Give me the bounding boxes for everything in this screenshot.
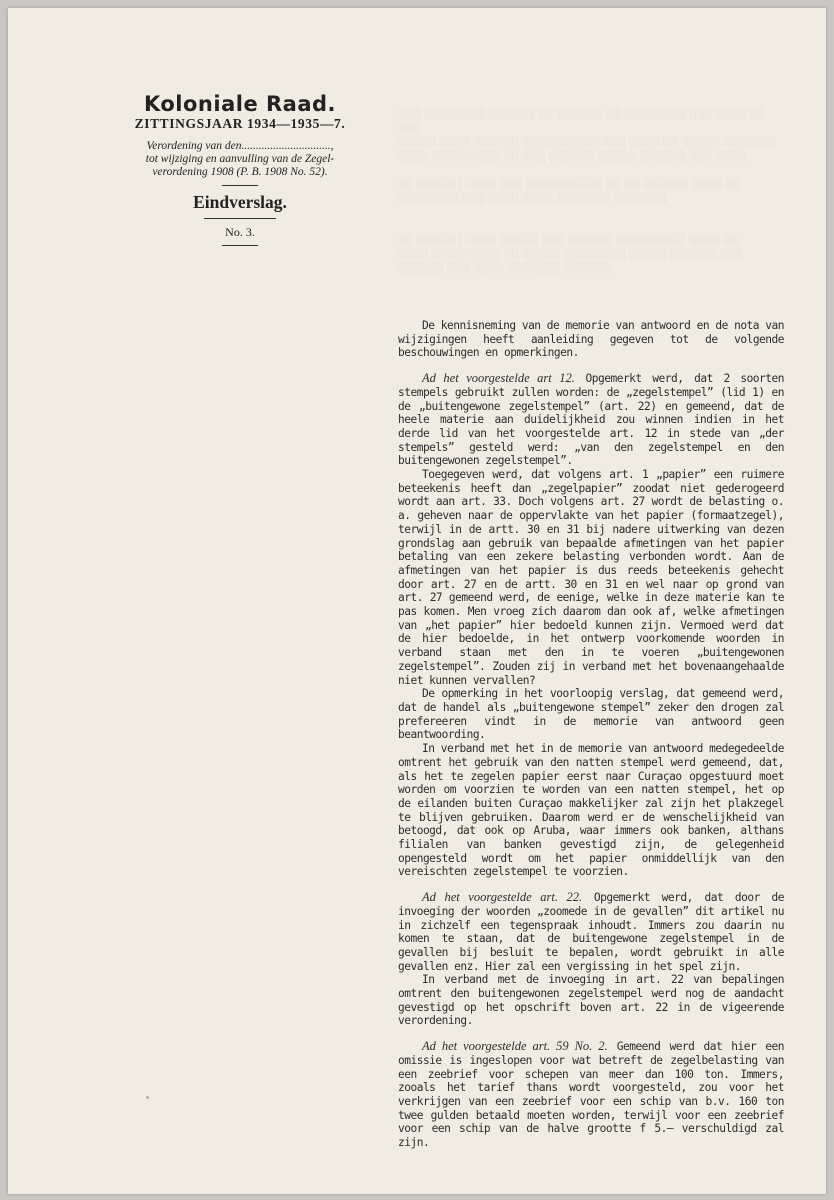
paragraph — [398, 372, 784, 468]
report-title: Eindverslag. — [193, 192, 287, 212]
section-heading: Ad het voorgestelde art. 22. — [422, 890, 583, 905]
paragraph: De opmerking in het voorloopig verslag, dat gemeend werd, dat de handel als „buitengewone stempel” zeker den drogen zal prefereeren vindt in de memorie van antwoord geen beantwoording. — [398, 687, 784, 742]
council-title: Koloniale Raad. — [143, 92, 337, 116]
divider — [222, 185, 258, 186]
paragraph — [398, 1040, 784, 1150]
divider — [222, 245, 258, 246]
subject-line: tot wijziging en aanvulling van de Zegel- — [145, 153, 335, 165]
divider — [204, 218, 276, 219]
subject-line: verordening 1908 (P. B. 1908 No. 52). — [152, 166, 328, 178]
report-body — [398, 319, 784, 1150]
paper-speck — [146, 1096, 149, 1099]
paragraph-text: Opgemerkt werd, dat 2 soorten stempels gebruikt zullen worden: de „zegelstempel” (lid 1) en de „buitengewone zegelstempel” (art. 22) en gemeend, dat de heele materie aan duidelijkheid zou winnen indien in het derde lid van het voorgestelde art. 12 in stede van „der stempels” gesteld werd: „van den zegelstempel en den buitengewonen zegelstempel”. — [398, 372, 784, 468]
paragraph-text: Gemeend werd dat hier een omissie is ingeslopen voor wat betreft de zegelbelasting van een zeebrief voor schepen van meer dan 100 ton. Immers, zooals het tarief thans wordt voorgesteld, zou voor het verkrijgen van een zeebrief voor een schip van b.v. 160 ton twee gulden betaald moeten worden, terwijl voor een zeebrief voor een schip van de halve grootte f 5.— verschuldigd zal zijn. — [398, 1040, 784, 1150]
ordinance-subject — [108, 140, 372, 179]
document-header — [108, 92, 372, 252]
section-heading: Ad het voorgestelde art 12. — [422, 371, 575, 386]
document-number: No. 3. — [225, 225, 255, 239]
paragraph: Toegegeven werd, dat volgens art. 1 „papier” een ruimere beteekenis heeft dan „zegelpapier” zoodat niet gederogeerd wordt aan art. 33. Doch volgens art. 27 wordt de belasting o. a. geheven naar de oppervlakte van het papier (formaatzegel), terwijl in de artt. 30 en 31 bij nadere uitwerking van dezen grondslag aan gebruik van bepaalde afmetingen van het papier betaling van een zekere belasting verbonden wordt. Aan de afmetingen van het papier is dus reeds beteekenis gehecht door art. 27 en de artt. 30 en 31 en wel naar op grond van art. 27 gemeend werd, de eenige, welke in deze materie kan te pas komen. Men vroeg zich daarom dan ook af, welke afmetingen van „het papier” hier bedoeld kunnen zijn. Vermoed werd dat de hier bedoelde, in het ontwerp voorkomende woorden in verband staan met den in te voeren „buitengewonen zegelstempel”. Zouden zij in verband met het bovenaangehaalde niet kunnen vervallen? — [398, 468, 784, 687]
session-year: ZITTINGSJAAR 1934—1935—7. — [134, 116, 346, 131]
paragraph: In verband met de invoeging in art. 22 van bepalingen omtrent den buitengewonen zegelstempel werd nog de aandacht gevestigd op het opschrift boven art. 22 in de vigeerende verordening. — [398, 973, 784, 1028]
bleed-through-text: ░░░ ░░░░░░░░ ░░░░░░ ░░ ░░░░░░ ░░ ░░░░░░░░ ░░░ ░░░░ ░░ ░░░ ░░░░░ ░░░░ ░░░░░░ ░░░░░░░░░░ ░░░ ░░░░ ░░ ░░░░░ ░░░░░░░ ░░░░ ░░░░░░░░░ ░░ ░░░ ░░░░░░ ░░░░░ ░░░░░░ ░░░ ░░░░ ░░ ░░░░░░ ░░░░ ░░░ ░░░░░░░░░░ ░░ ░░ ░░░░░░ ░░░░ ░░ ░░░░░░░░ ░░░ ░░░░ ░░░░ ░░░░░░░ ░░░░░░░ ░░ ░░░░░░ ░░░░ ░░░░░ ░░░ ░░░░░░ ░░░░░░░░░ ░░░░ ░░ ░░░░ ░░░░░░░░░ ░░ ░░░░░ ░░░░░░░░ ░░░░░ ░░░░░░ ░░░ ░░░░░░ ░░░ ░░░░ ░░░░░░░ ░░░░░░ — [398, 109, 778, 274]
paragraph — [398, 891, 784, 973]
paragraph: In verband met het in de memorie van antwoord medegedeelde omtrent het gebruik van den natten stempel werd gemeend, dat, als het te zegelen papier eerst naar Curaçao opgestuurd moet worden om voorzien te worden van een natten stempel, het op de eilanden buiten Curaçao makkelijker zal zijn het plakzegel te blijven gebruiken. Daarom werd er de wenschelijkheid van betoogd, dat ook op Aruba, waar immers ook banken, althans filialen van banken gevestigd zijn, de gelegenheid opengesteld wordt om het papier onmiddellijk van den vereischten zegelstempel te voorzien. — [398, 742, 784, 879]
intro-paragraph: De kennisneming van de memorie van antwoord en de nota van wijzigingen heeft aanleiding gegeven tot de volgende beschouwingen en opmerkingen. — [398, 319, 784, 360]
paragraph-text: Opgemerkt werd, dat door de invoeging der woorden „zoomede in de gevallen” dit artikel nu in zichzelf een tegenspraak inhoudt. Immers zou daarin nu komen te staan, dat de buitengewone zegelstempel in de gevallen bij besluit te bepalen, wordt gebruikt in alle gevallen enz. Hier zal een vergissing in het spel zijn. — [398, 891, 784, 973]
section-heading: Ad het voorgestelde art. 59 No. 2. — [422, 1039, 608, 1054]
document-page — [8, 8, 826, 1194]
subject-line: Verordening van den..............................., — [146, 140, 334, 152]
